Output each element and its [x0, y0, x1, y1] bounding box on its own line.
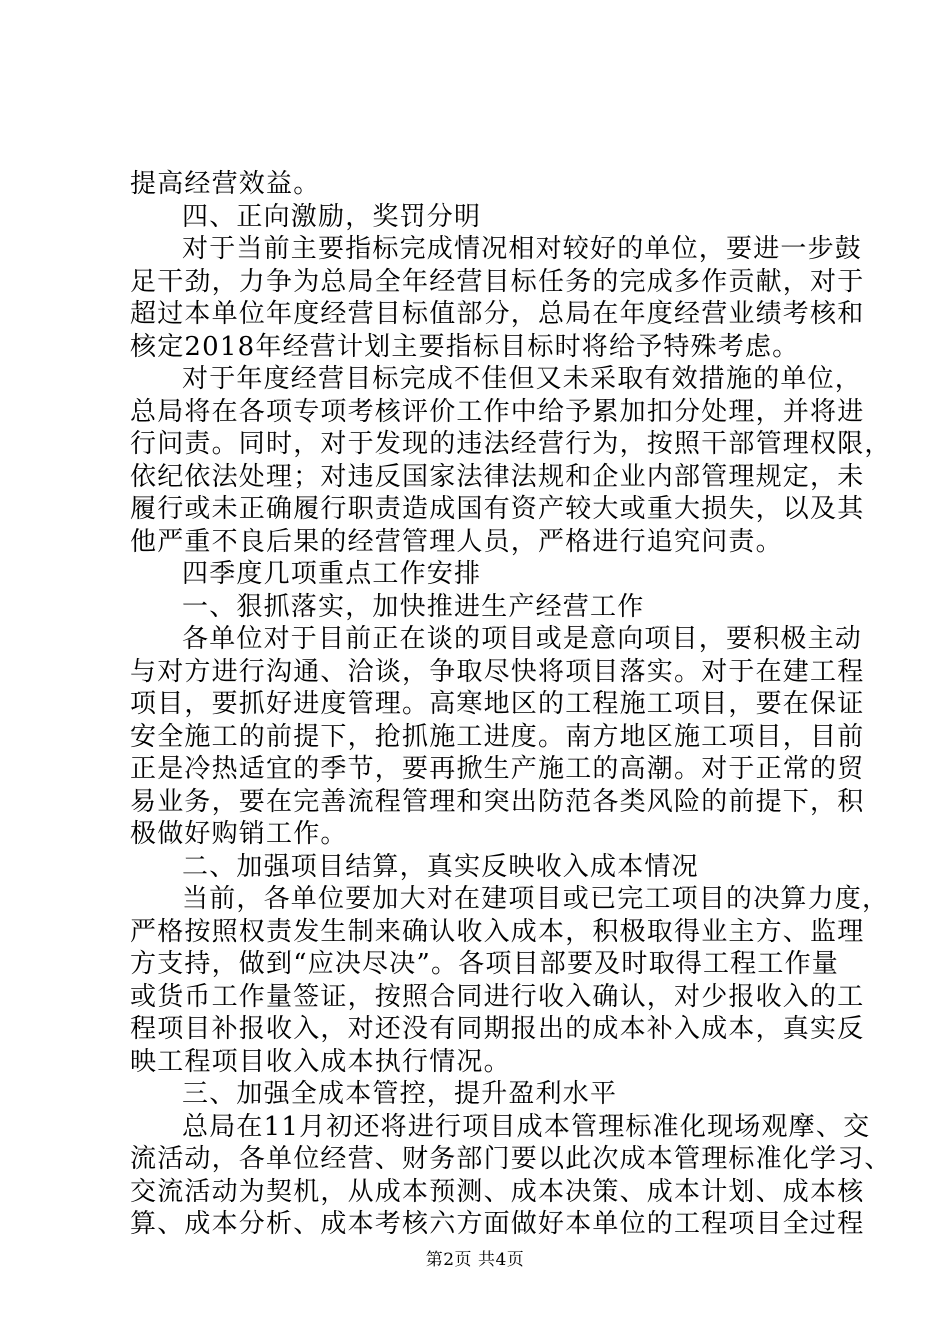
document-body [130, 168, 892, 1241]
text-line: 项目，要抓好进度管理。高寒地区的工程施工项目，要在保证 [130, 689, 865, 719]
page-footer [0, 1250, 950, 1270]
text-line: 程项目补报收入，对还没有同期报出的成本补入成本，真实反 [130, 1014, 865, 1044]
text-line: 二、加强项目结算，真实反映收入成本情况 [182, 851, 699, 882]
text-line: 与对方进行沟通、洽谈，争取尽快将项目落实。对于在建工程 [130, 656, 865, 687]
text-line: 提高经营效益。 [130, 169, 321, 199]
text-line: 安全施工的前提下，抢抓施工进度。南方地区施工项目，目前 [130, 721, 865, 752]
text-line: 严格按照权责发生制来确认收入成本，积极取得业主方、监理 [130, 916, 865, 947]
text-line: 超过本单位年度经营目标值部分，总局在年度经营业绩考核和 [130, 299, 865, 329]
text-line: 依纪依法处理；对违反国家法律法规和企业内部管理规定，未 [130, 461, 865, 492]
page-number-label: 第2页 共4页 [425, 1250, 525, 1270]
text-line: 三、加强全成本管控，提升盈利水平 [182, 1079, 618, 1109]
text-line: 总局将在各项专项考核评价工作中给予累加扣分处理，并将进 [130, 396, 865, 427]
text-line: 一、狠抓落实，加快推进生产经营工作 [182, 591, 645, 622]
text-line: 算、成本分析、成本考核六方面做好本单位的工程项目全过程 [130, 1209, 865, 1239]
text-line: 足干劲，力争为总局全年经营目标任务的完成多作贡献，对于 [130, 266, 865, 297]
text-line: 流活动，各单位经营、财务部门要以此次成本管理标准化学习、 [130, 1144, 892, 1174]
text-line: 极做好购销工作。 [130, 819, 348, 849]
text-line: 正是冷热适宜的季节，要再掀生产施工的高潮。对于正常的贸 [130, 754, 865, 784]
text-line: 总局在11月初还将进行项目成本管理标准化现场观摩、交 [182, 1111, 871, 1142]
text-line: 四、正向激励，奖罚分明 [182, 201, 482, 232]
text-line: 他严重不良后果的经营管理人员，严格进行追究问责。 [130, 526, 783, 557]
text-line: 四季度几项重点工作安排 [182, 559, 482, 589]
text-line: 各单位对于目前正在谈的项目或是意向项目，要积极主动 [182, 624, 863, 654]
text-line: 行问责。同时，对于发现的违法经营行为，按照干部管理权限， [130, 429, 892, 459]
text-line: 履行或未正确履行职责造成国有资产较大或重大损失，以及其 [130, 494, 865, 524]
text-line: 映工程项目收入成本执行情况。 [130, 1046, 511, 1077]
text-line: 对于当前主要指标完成情况相对较好的单位，要进一步鼓 [182, 234, 863, 264]
text-line: 对于年度经营目标完成不佳但又未采取有效措施的单位， [182, 364, 863, 394]
text-line: 当前，各单位要加大对在建项目或已完工项目的决算力度， [182, 884, 890, 914]
text-line: 交流活动为契机，从成本预测、成本决策、成本计划、成本核 [130, 1176, 865, 1207]
text-line: 或货币工作量签证，按照合同进行收入确认，对少报收入的工 [130, 981, 865, 1012]
text-line: 易业务，要在完善流程管理和突出防范各类风险的前提下，积 [130, 786, 865, 817]
text-line: 方支持，做到“应决尽决”。各项目部要及时取得工程工作量 [130, 949, 839, 979]
text-line: 核定2018年经营计划主要指标目标时将给予特殊考虑。 [130, 331, 800, 362]
